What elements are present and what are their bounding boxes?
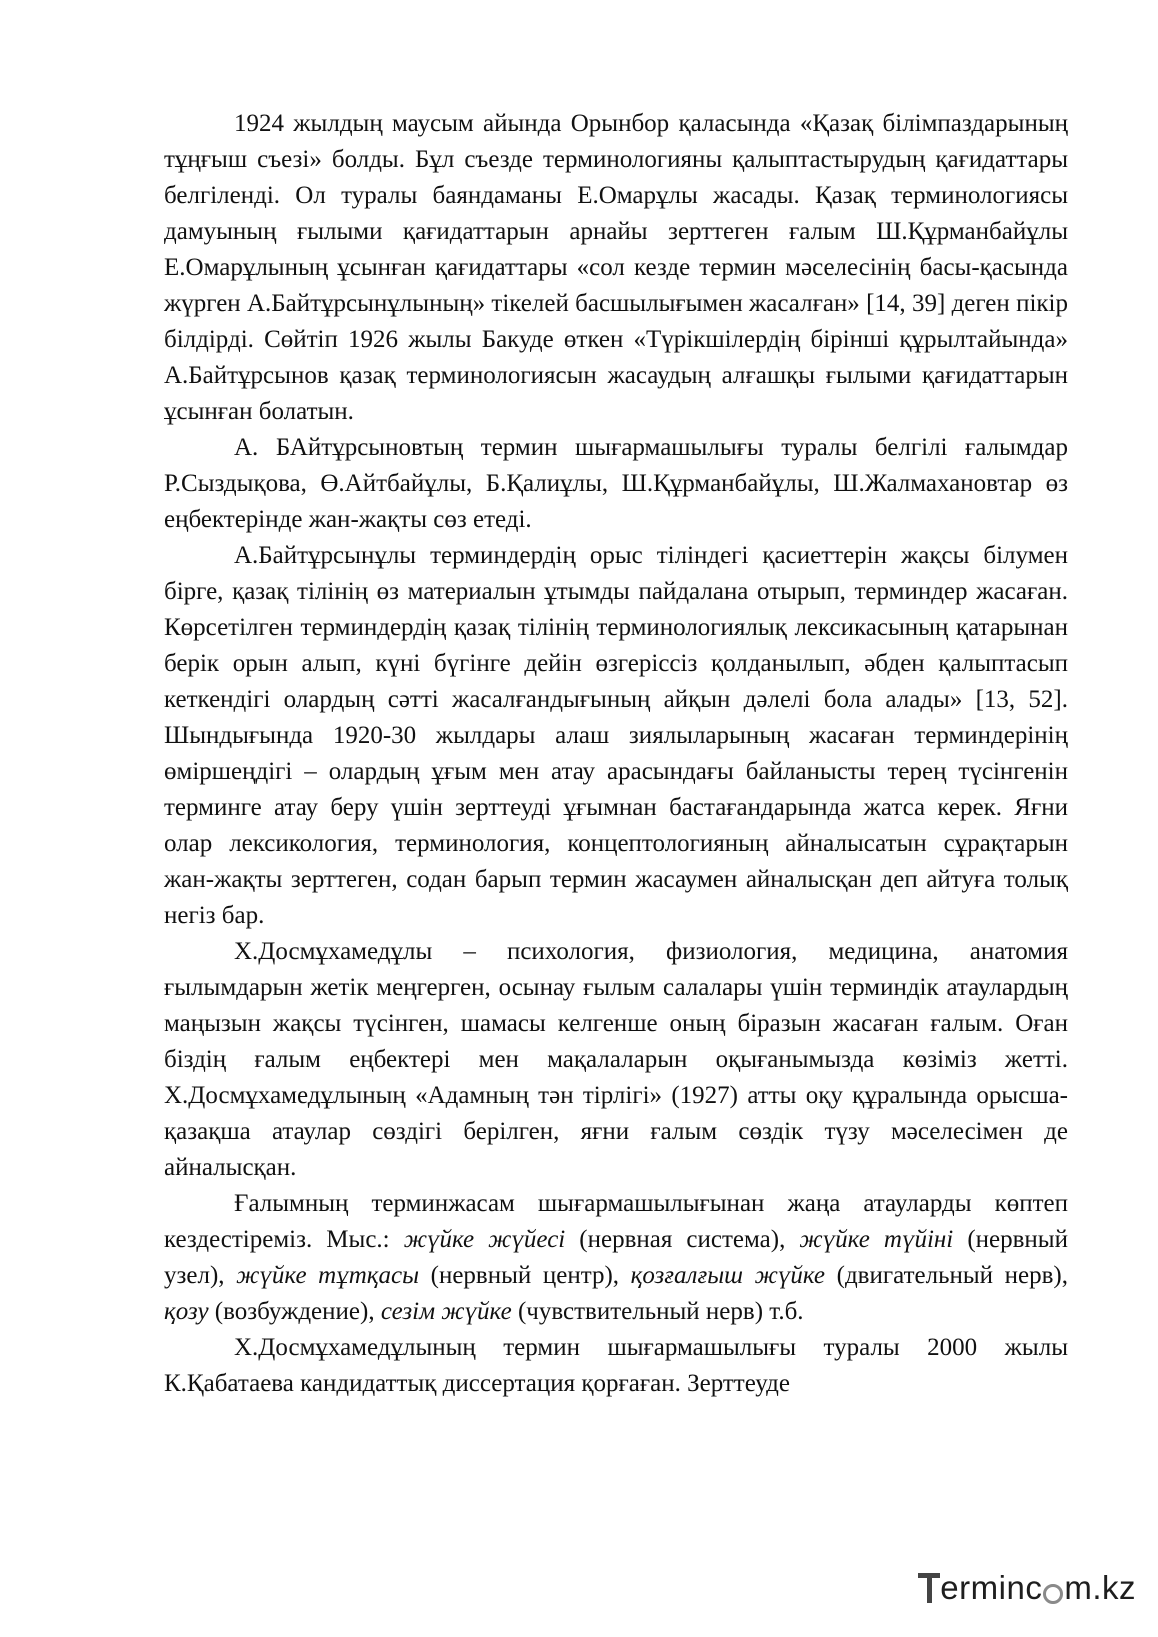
logo-t-icon — [918, 1569, 940, 1607]
text-segment: 1924 жылдың маусым айында Орынбор қаласында «Қазақ білімпаздарының тұңғыш съезі» болды. Бұл съезде терминологияны қалыптастырудың қағидаттары белгіленді. Ол туралы баяндаманы Е.Омарұлы жасады. Қазақ терминологиясы дамуының ғылыми қағидаттарын арнайы зерттеген ғалым Ш.Құрманбайұлы Е.Омарұлының ұсынған қағидаттары «сол кезде термин мәселесінің басы-қасында жүрген А.Байтұрсынұлының» тікелей басшылығымен жасалған» [14, 39] деген пікір білдірді. Сөйтіп 1926 жылы Бакуде өткен «Түрікшілердің бірінші құрылтайында» А.Байтұрсынов қазақ терминологиясын жасаудың алғашқы ғылыми қағидаттарын ұсынған болатын. — [164, 110, 1068, 425]
text-segment: (двигательный нерв), — [825, 1262, 1068, 1289]
text-segment: (нервный центр), — [419, 1262, 631, 1289]
paragraph-3 — [164, 538, 1068, 934]
text-segment: (нервная система), — [565, 1226, 800, 1253]
text-segment: Х.Досмұхамедұлы – психология, физиология, медицина, анатомия ғылымдарын жетік меңгерген, осынау ғылым салалары үшін терминдік атаулардың маңызын жақсы түсінген, шамасы келгенше оның біразын жасаған ғалым. Оған біздің ғалым еңбектері мен мақалаларын оқығанымызда көзіміз жетті. Х.Досмұхамедұлының «Адамның тән тірлігі» (1927) атты оқу құралында орысша-қазақша атаулар сөздігі берілген, яғни ғалым сөздік түзу мәселесімен де айналысқан. — [164, 938, 1068, 1181]
logo-text-c: c — [1025, 1569, 1043, 1606]
logo-o-icon — [1043, 1584, 1063, 1604]
document-page — [164, 106, 1068, 1402]
text-segment: Ғалымның терминжасам шығармашылығынан жаңа атауларды көптеп кездестіреміз. Мыс.: — [164, 1190, 1068, 1253]
paragraph-6 — [164, 1330, 1068, 1402]
term-italic: жүйке түйіні — [799, 1226, 954, 1253]
term-italic: қозу — [164, 1298, 209, 1325]
termincom-logo — [918, 1567, 1136, 1607]
text-segment: (нервный узел), — [164, 1226, 1068, 1289]
paragraph-2 — [164, 430, 1068, 538]
text-segment: А. БАйтұрсыновтың термин шығармашылығы туралы белгілі ғалымдар Р.Сыздықова, Ө.Айтбайұлы, Б.Қалиұлы, Ш.Құрманбайұлы, Ш.Жалмахановтар өз еңбектерінде жан-жақты сөз етеді. — [164, 434, 1068, 533]
text-segment: (возбуждение), — [208, 1298, 381, 1325]
term-italic: сезім жүйке — [380, 1298, 512, 1325]
text-segment: А.Байтұрсынұлы терминдердің орыс тіліндегі қасиеттерін жақсы білумен бірге, қазақ тілінің өз материалын ұтымды пайдалана отырып, терминдер жасаған. Көрсетілген терминдердің қазақ тілінің терминологиялық лексикасының қатарынан берік орын алып, күні бүгінге дейін өзгеріссіз қолданылып, әбден қалыптасып кеткендігі олардың сәтті жасалғандығының айқын дәлелі бола алады» [13, 52]. Шындығында 1920-30 жылдары алаш зиялыларының жасаған терминдерінің өміршеңдігі – олардың ұғым мен атау арасындағы байланысты терең түсінгенін терминге атау беру үшін зерттеуді ұғымнан бастағандарында жатса керек. Яғни олар лексикология, терминология, концептологияның айналысатын сұрақтарын жан-жақты зерттеген, содан барып термин жасаумен айналысқан деп айтуға толық негіз бар. — [164, 542, 1068, 929]
term-italic: жүйке жүйесі — [403, 1226, 566, 1253]
term-italic: қозғалғыш жүйке — [630, 1262, 826, 1289]
text-segment: (чувствительный нерв) т.б. — [511, 1298, 804, 1325]
paragraph-1 — [164, 106, 1068, 430]
logo-text-part1: ermin — [940, 1569, 1026, 1606]
paragraph-4 — [164, 934, 1068, 1186]
paragraph-5 — [164, 1186, 1068, 1330]
text-segment: Х.Досмұхамедұлының термин шығармашылығы туралы 2000 жылы К.Қабатаева кандидаттық диссертация қорғаған. Зерттеуде — [164, 1334, 1068, 1397]
logo-text-part2: m.kz — [1064, 1569, 1136, 1606]
term-italic: жүйке тұтқасы — [236, 1262, 420, 1289]
